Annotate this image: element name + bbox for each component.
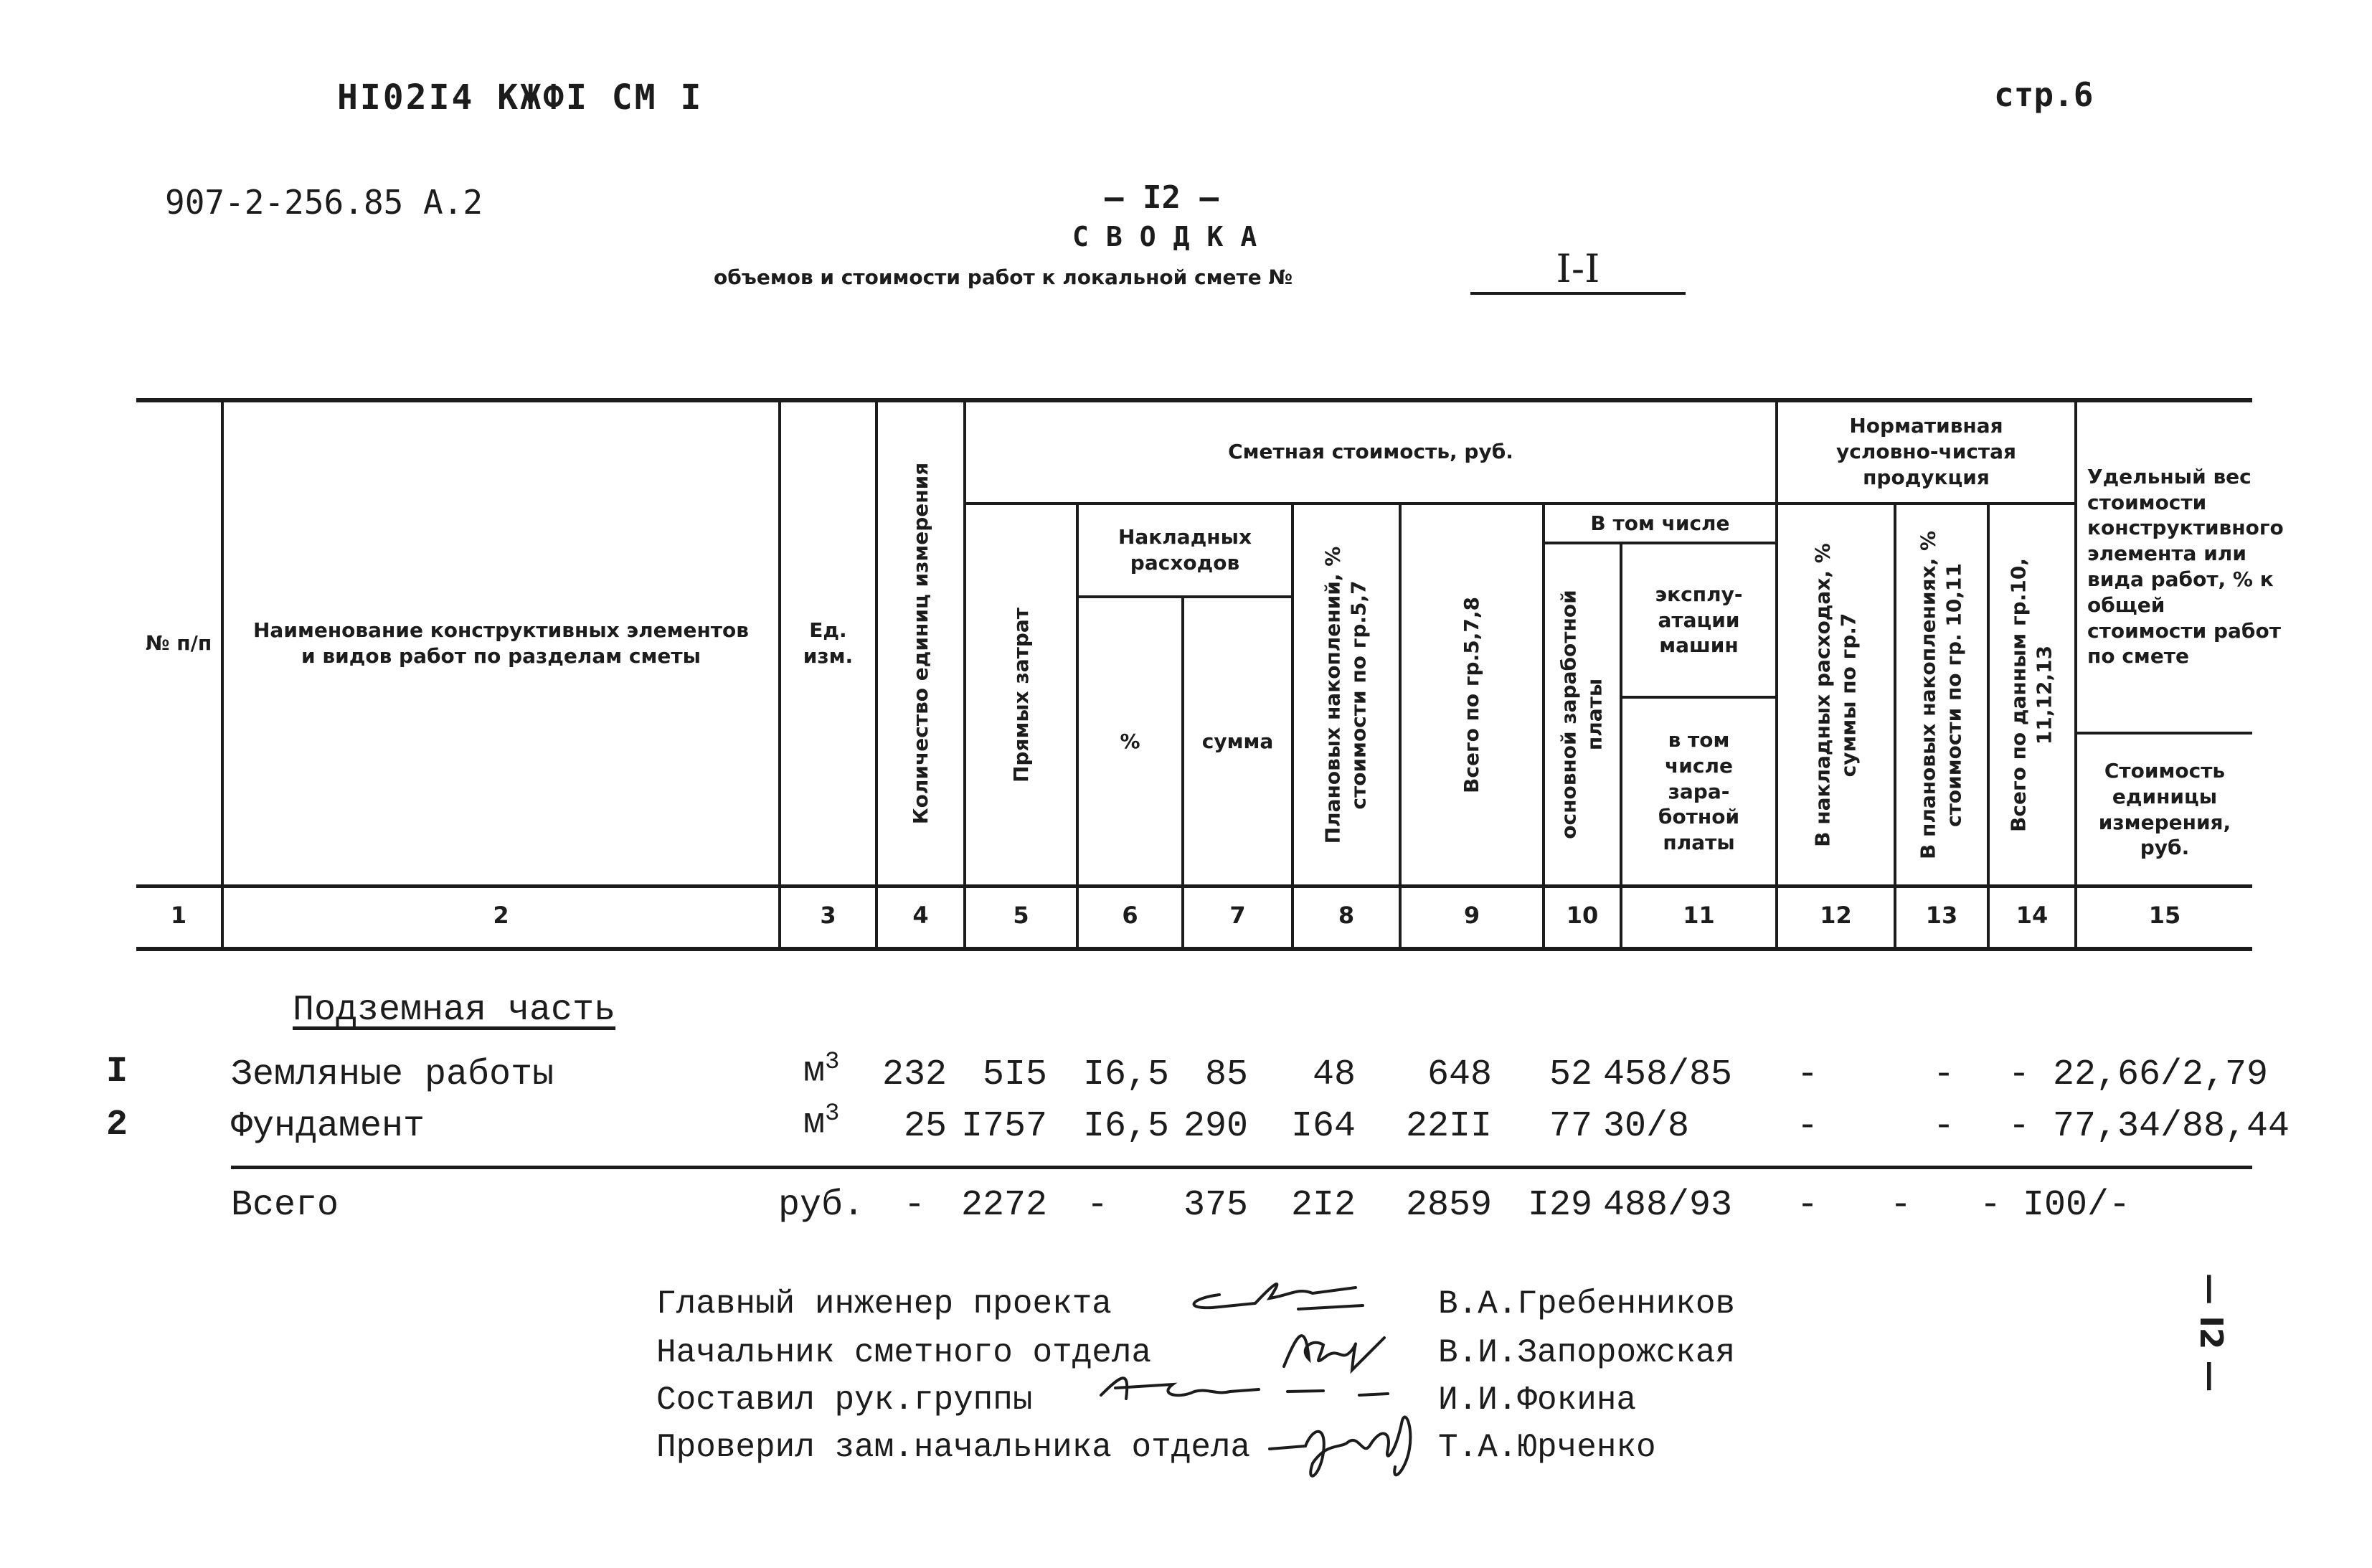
total-share: I00/-	[2023, 1185, 2131, 1226]
document-subtitle: объемов и стоимости работ к локальной смете №	[714, 265, 1293, 289]
total-direct: 2272	[960, 1185, 1047, 1226]
total-col14: -	[1979, 1185, 2001, 1226]
header-overhead-share: В накладных расходах, % суммы по гр.7	[1810, 542, 1861, 847]
column-number: 13	[1925, 902, 1958, 929]
header-nucp-total: Всего по данным гр.10, 11,12,13	[2006, 557, 2056, 832]
row-unit: $м^3$	[803, 1049, 840, 1092]
document-title: СВОДКА	[1072, 221, 1275, 252]
section-title: Подземная часть	[293, 990, 616, 1031]
handwritten-signature	[1176, 1266, 1391, 1323]
header-group-overhead: Накладных расходов	[1118, 525, 1252, 575]
signature-name: В.А.Гребенников	[1438, 1285, 1736, 1323]
total-machines: 488/93	[1603, 1185, 1733, 1226]
header-group-nucp: Нормативная условно-чистая продукция	[1835, 414, 2017, 489]
row-total: 22II	[1405, 1106, 1492, 1147]
header-machines: эксплу-атации машин	[1655, 582, 1743, 658]
row-unit: $м^3$	[803, 1100, 840, 1144]
handwritten-signature	[1262, 1399, 1435, 1492]
margin-page-number: — I2 —	[2193, 1273, 2229, 1392]
row-quantity: 232	[882, 1054, 947, 1095]
row-machines: 458/85	[1603, 1054, 1733, 1095]
header-direct: Прямых затрат	[1008, 607, 1033, 783]
row-name: Фундамент	[231, 1106, 425, 1147]
row-machines: 30/8	[1603, 1106, 1690, 1147]
row-sum: 85	[1204, 1054, 1248, 1095]
signature-role: Главный инженер проекта	[656, 1285, 1112, 1323]
page-label: стр.6	[1994, 75, 2094, 114]
total-unit: руб.	[778, 1185, 865, 1226]
header-group-incl: В том числе	[1590, 511, 1730, 535]
header-plan: Плановых накоплений, % стоимости по гр.5,7	[1320, 546, 1371, 844]
header-total: Всего по гр.5,7,8	[1459, 596, 1483, 793]
column-number: 11	[1683, 902, 1715, 929]
signature-name: В.И.Запорожская	[1438, 1334, 1736, 1371]
total-sum: 375	[1183, 1185, 1248, 1226]
total-col13: -	[1889, 1185, 1912, 1226]
column-number: 7	[1229, 902, 1246, 929]
row-plan: I64	[1290, 1106, 1356, 1147]
header-quantity: Количество единиц измерения	[908, 462, 932, 824]
row-plan: 48	[1312, 1054, 1356, 1095]
column-number: 1	[170, 902, 187, 929]
project-code: НI02I4 КЖФI СМ I	[337, 77, 704, 118]
column-number: 12	[1820, 902, 1852, 929]
row-direct: 5I5	[982, 1054, 1047, 1095]
total-total: 2859	[1405, 1185, 1492, 1226]
smeta-number: I-I	[1470, 246, 1686, 295]
total-wage: I29	[1527, 1185, 1592, 1226]
row-name: Земляные работы	[231, 1054, 554, 1095]
header-sum: сумма	[1201, 729, 1274, 753]
row-share: 77,34/88,44	[2053, 1106, 2290, 1147]
row-number: 2	[106, 1105, 128, 1146]
row-wage: 52	[1549, 1054, 1592, 1095]
row-percent: I6,5	[1082, 1054, 1169, 1095]
signature-name: Т.А.Юрченко	[1438, 1429, 1656, 1466]
column-number: 10	[1566, 902, 1599, 929]
column-number: 3	[820, 902, 836, 929]
total-plan: 2I2	[1290, 1185, 1356, 1226]
row-percent: I6,5	[1082, 1106, 1169, 1147]
header-group-cost: Сметная стоимость, руб.	[1228, 440, 1513, 464]
header-plan-share: В плановых накоплениях, % стоимости по гр. 10,11	[1916, 530, 1966, 859]
row-number: I	[106, 1052, 128, 1092]
row-direct: I757	[960, 1106, 1047, 1147]
column-number: 8	[1338, 902, 1355, 929]
column-number: 9	[1463, 902, 1480, 929]
header-wage: основной заработной платы	[1556, 590, 1607, 839]
column-number: 4	[912, 902, 929, 929]
signature-role: Начальник сметного отдела	[656, 1334, 1152, 1371]
row-share: 22,66/2,79	[2053, 1054, 2269, 1095]
header-name: Наименование конструктивных элементов и видов работ по разделам сметы	[253, 618, 749, 668]
header-percent: %	[1120, 729, 1140, 753]
document-number: 907-2-256.85 А.2	[165, 183, 483, 222]
header-number: № п/п	[145, 630, 212, 655]
total-quantity: -	[903, 1185, 925, 1226]
column-number: 2	[493, 902, 509, 929]
signature-name: И.И.Фокина	[1438, 1382, 1637, 1419]
signature-role: Составил рук.группы	[656, 1382, 1033, 1419]
row-wage: 77	[1549, 1106, 1592, 1147]
header-unit-cost: Стоимость единицы измерения, руб.	[2098, 758, 2231, 860]
header-machines-wage: в том числе зара-ботной платы	[1658, 727, 1740, 855]
column-number: 5	[1013, 902, 1029, 929]
row-sum: 290	[1183, 1106, 1248, 1147]
total-col12: -	[1796, 1185, 1818, 1226]
signature-role: Проверил зам.начальника отдела	[656, 1429, 1251, 1466]
row-quantity: 25	[903, 1106, 947, 1147]
page-number: — I2 —	[1105, 179, 1219, 216]
total-percent: -	[1086, 1185, 1108, 1226]
total-label: Всего	[231, 1185, 339, 1226]
row-col13: -	[1932, 1054, 1955, 1095]
row-total: 648	[1427, 1054, 1492, 1095]
row-col14: -	[2008, 1054, 2030, 1095]
header-share: Удельный вес стоимости конструктивного элемента или вида работ, % к общей стоимости работ по смете	[2087, 464, 2284, 669]
column-number: 6	[1122, 902, 1138, 929]
row-col12: -	[1796, 1054, 1818, 1095]
row-col13: -	[1932, 1106, 1955, 1147]
header-unit: Ед. изм.	[803, 618, 854, 668]
total-divider	[231, 1166, 2252, 1169]
column-number: 15	[2148, 902, 2181, 929]
row-col12: -	[1796, 1106, 1818, 1147]
column-number: 14	[2016, 902, 2049, 929]
row-col14: -	[2008, 1106, 2030, 1147]
